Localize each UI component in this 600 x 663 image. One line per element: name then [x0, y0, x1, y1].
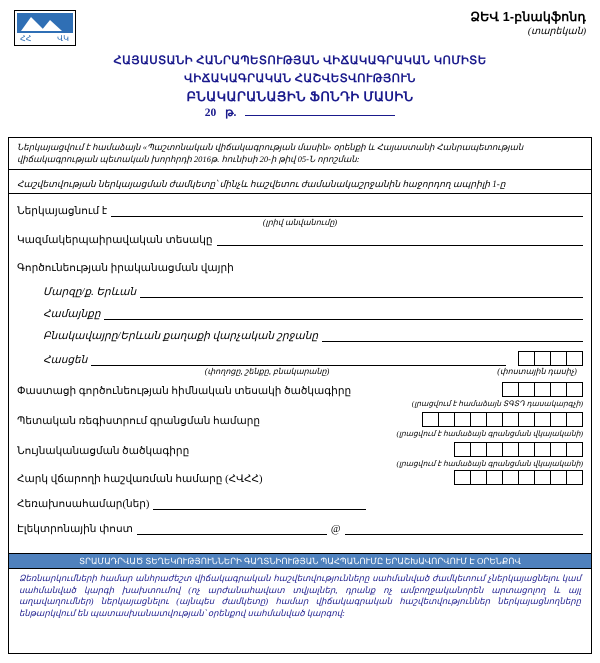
- identification-box[interactable]: [502, 442, 519, 457]
- submission-deadline-note: Հաշվետվության ներկայացման ժամկետը՝ մինչև հաշվետու ժամանակաշրջանին հաջորդող ապրիլի 1-ը: [9, 175, 591, 194]
- submitted-by-hint: (լրիվ անվանումը): [262, 218, 338, 227]
- tin-box[interactable]: [454, 470, 471, 485]
- year-input[interactable]: [245, 104, 395, 116]
- phone-label: Հեռախոսահամար(ներ): [17, 499, 150, 510]
- logo-right-label: ՎԿ: [57, 34, 69, 43]
- identification-box[interactable]: [534, 442, 551, 457]
- identification-box[interactable]: [566, 442, 583, 457]
- tin-box[interactable]: [502, 470, 519, 485]
- form-code-periodicity: (տարեկան): [527, 27, 586, 37]
- row-phone: [9, 497, 591, 510]
- confidentiality-heading: ՏՐԱՄԱԴՐՎԱԾ ՏԵՂԵԿՈՒԹՅՈՒՆՆԵՐԻ ԳԱՂՏՆԻՈՒԹՅԱՆ ՊԱՀՊԱՆՈՒՄԸ ԵՐԱՇԽԱՎՈՐՎՈՒՄ Է ՕՐԵՆՔՈՎ: [9, 553, 591, 569]
- identification-boxes[interactable]: [454, 442, 583, 457]
- state-register-box[interactable]: [550, 412, 567, 427]
- community-input[interactable]: [104, 307, 583, 320]
- year-suffix: թ.: [225, 107, 237, 119]
- identification-box[interactable]: [486, 442, 503, 457]
- state-register-box[interactable]: [534, 412, 551, 427]
- tin-box[interactable]: [470, 470, 487, 485]
- state-register-box[interactable]: [486, 412, 503, 427]
- postal-box[interactable]: [566, 351, 583, 366]
- activity-code-box[interactable]: [502, 382, 519, 397]
- activity-code-hint: (լրացվում է համաձայն ՏԳՏԴ դասակարգչի): [411, 399, 583, 408]
- legal-basis-text: Ներկայացվում է համաձայն «Պաշտոնական վիճակագրության մասին» օրենքի և Հայաստանի Հանրապետության վիճակագրության պետական խորհրդի 2016թ. հունիսի 20-ի թիվ 05-Ն որոշման:: [9, 138, 591, 170]
- form-frame: [8, 137, 592, 654]
- address-input[interactable]: [91, 353, 506, 366]
- settlement-input[interactable]: [322, 329, 583, 342]
- state-register-box[interactable]: [454, 412, 471, 427]
- state-register-box[interactable]: [470, 412, 487, 427]
- tin-box[interactable]: [518, 470, 535, 485]
- identification-box[interactable]: [518, 442, 535, 457]
- logo-left-label: ՀՀ: [20, 34, 32, 43]
- tin-label: Հարկ վճարողի հաշվառման համարը (ՀՎՀՀ): [17, 474, 263, 485]
- title-line-2: ՎԻՃԱԿԱԳՐԱԿԱՆ ՀԱՇՎԵՏՎՈՒԹՅՈՒՆ: [184, 73, 416, 85]
- identification-box[interactable]: [454, 442, 471, 457]
- region-label: Մարզը/ք. Երևան: [43, 287, 137, 298]
- year-row: [0, 104, 600, 119]
- state-register-box[interactable]: [518, 412, 535, 427]
- title-line-3: ԲՆԱԿԱՐԱՆԱՅԻՆ ՖՈՆԴԻ ՄԱՍԻՆ: [186, 89, 414, 104]
- row-address: [9, 351, 591, 376]
- state-register-hint: (լրացվում է համաձայն գրանցման վկայականի): [396, 429, 583, 438]
- title-block: [0, 52, 600, 106]
- tin-box[interactable]: [566, 470, 583, 485]
- identification-box[interactable]: [470, 442, 487, 457]
- confidentiality-body: Ձեռնարկումների համար անհրաժեշտ վիճակագրական հաշվետվությունները սահմանված ժամկետում չներկայացնելու կամ սահմանված կարգի խախտումով (ոչ արժանահավատ տվյալներ, դրանք ոչ ամբողջականորեն արտացոլող և այլ աղավաղումներ) ներկայացնելու (այնպես ժամկետը) համար վիճակագրական հաշվետվություններ ներկայացնողները ենթարկվում են պատասխանատվության՝ օրենքով սահմանված կարգով:: [19, 573, 581, 618]
- address-section-label: Գործունեության իրականացման վայրի: [17, 263, 234, 274]
- postal-box[interactable]: [534, 351, 551, 366]
- identification-hint: (լրացվում է համաձայն գրանցման վկայականի): [396, 459, 583, 468]
- activity-code-boxes[interactable]: [502, 382, 583, 397]
- settlement-label: Բնակավայրը/Երևան քաղաքի վարչական շրջանը: [43, 331, 319, 342]
- activity-code-box[interactable]: [518, 382, 535, 397]
- phone-input[interactable]: [153, 497, 366, 510]
- tin-boxes[interactable]: [454, 470, 583, 485]
- state-register-box[interactable]: [422, 412, 439, 427]
- tin-box[interactable]: [486, 470, 503, 485]
- activity-code-box[interactable]: [550, 382, 567, 397]
- org-form-label: Կազմակերպաիրավական տեսակը: [17, 235, 213, 246]
- email-at-symbol: @: [330, 524, 341, 535]
- row-activity-code: [9, 382, 591, 408]
- state-register-box[interactable]: [438, 412, 455, 427]
- email-input-local[interactable]: [137, 522, 327, 535]
- postal-code-boxes[interactable]: [518, 351, 583, 366]
- row-org-form: [9, 233, 591, 246]
- email-input-domain[interactable]: [345, 522, 583, 535]
- row-email: [9, 522, 591, 535]
- identification-label: Նույնականացման ծածկագիրը: [17, 446, 190, 457]
- community-label: Համայնքը: [43, 309, 101, 320]
- submitted-by-input[interactable]: [111, 204, 583, 217]
- state-register-boxes[interactable]: [422, 412, 583, 427]
- state-register-box[interactable]: [566, 412, 583, 427]
- tin-box[interactable]: [534, 470, 551, 485]
- title-line-1: ՀԱՅԱՍՏԱՆԻ ՀԱՆՐԱՊԵՏՈՒԹՅԱՆ ՎԻՃԱԿԱԳՐԱԿԱՆ ԿՈՄԻՏԵ: [113, 55, 487, 67]
- submitted-by-label: Ներկայացնում է: [17, 206, 108, 217]
- address-label: Հասցեն: [43, 355, 88, 366]
- state-register-spacer: [264, 415, 418, 427]
- activity-code-spacer: [355, 385, 498, 397]
- postal-hint: (փոստային դասիչ): [497, 367, 577, 376]
- org-form-input[interactable]: [217, 233, 583, 246]
- statistical-committee-logo: [14, 10, 76, 46]
- identification-box[interactable]: [550, 442, 567, 457]
- logo-mountain-peak-small-icon: [41, 20, 62, 31]
- activity-code-box[interactable]: [566, 382, 583, 397]
- email-label: Էլեկտրոնային փոստ: [17, 524, 133, 535]
- address-hint: (փողոցը, շենքը, բնակարանը): [204, 367, 330, 376]
- row-tin: [9, 470, 591, 485]
- form-body: [9, 196, 591, 535]
- activity-code-label: Փաստացի գործունեության հիմնական տեսակի ծածկագիրը: [17, 386, 352, 397]
- row-region: [9, 285, 591, 298]
- form-code: ՁԵՎ 1-բնակֆոնդ: [470, 10, 586, 24]
- row-community: [9, 307, 591, 320]
- state-register-box[interactable]: [502, 412, 519, 427]
- row-identification-code: [9, 442, 591, 468]
- row-address-section-title: [9, 258, 591, 276]
- region-input[interactable]: [140, 285, 583, 298]
- row-settlement: [9, 329, 591, 342]
- postal-box[interactable]: [550, 351, 567, 366]
- identification-spacer: [193, 445, 450, 457]
- row-state-register: [9, 412, 591, 438]
- year-prefix: 20: [204, 107, 217, 119]
- activity-code-box[interactable]: [534, 382, 551, 397]
- tin-spacer: [267, 473, 450, 485]
- state-register-label: Պետական ռեգիստրում գրանցման համարը: [17, 416, 261, 427]
- row-submitted-by: [9, 204, 591, 227]
- tin-box[interactable]: [550, 470, 567, 485]
- postal-box[interactable]: [518, 351, 535, 366]
